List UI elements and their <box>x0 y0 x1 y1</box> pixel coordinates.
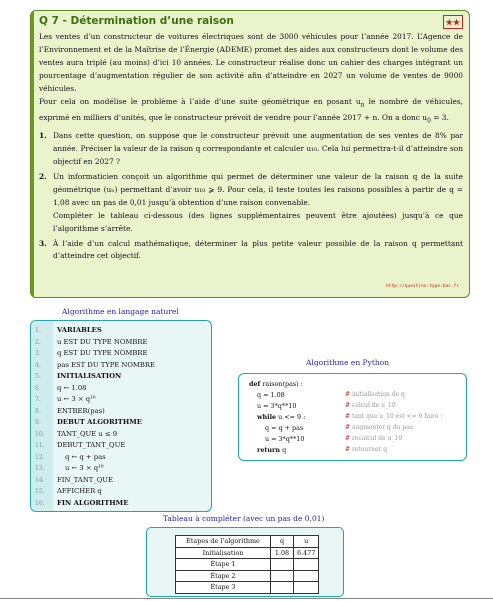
question-item-2 <box>39 171 463 210</box>
line-number: 4. <box>35 361 41 369</box>
table-cell: Initialisation <box>176 547 271 559</box>
line-text: TANT_QUE u ≤ 9 <box>57 429 118 438</box>
table-box <box>146 527 344 597</box>
line-text: u EST DU TYPE NOMBRE <box>57 337 148 346</box>
table-cell: Étape 1 <box>176 559 271 571</box>
line-number: 12. <box>35 453 45 461</box>
line-number: 5. <box>35 373 41 380</box>
table-cell[interactable]: 1.08 <box>271 547 294 559</box>
table-cell[interactable] <box>294 570 319 582</box>
question-body <box>39 31 463 263</box>
line-text: AFFICHER q <box>57 487 102 495</box>
table-header-row <box>176 536 319 548</box>
table-cell[interactable] <box>271 559 294 571</box>
line-text: FIN ALGORITHME <box>57 498 129 507</box>
python-code-line: q = q + pas <box>265 424 304 432</box>
question-item-3 <box>39 238 463 264</box>
line-number: 9. <box>35 419 41 426</box>
item-number: 3. <box>39 238 47 248</box>
table-cell[interactable] <box>271 582 294 594</box>
table-row <box>176 570 319 582</box>
model-sub-0: 0 <box>427 117 431 125</box>
item-text: Compléter le tableau ci-dessous (des lignes supplémentaires peuvent être ajoutées) jusqu’à ce que l’algorithme s’arrête. <box>53 210 463 233</box>
line-text: ENTRER(pas) <box>57 406 105 415</box>
table-row <box>176 582 319 594</box>
line-text: pas EST DU TYPE NOMBRE <box>57 360 155 369</box>
model-paragraph <box>39 96 463 129</box>
line-number: 16. <box>35 499 45 507</box>
line-text: DEBUT ALGORITHME <box>57 418 142 426</box>
python-code-line: u = 3*q**10 <box>265 435 305 443</box>
python-code-line: u = 3*q**10 <box>257 402 297 410</box>
table-title: Tableau à compléter (avec un pas de 0,01) <box>163 514 325 523</box>
page-bottom-rule <box>0 598 493 599</box>
line-text: DEBUT_TANT_QUE <box>57 441 126 449</box>
line-number: 11. <box>35 442 45 449</box>
table-cell: Étape 3 <box>176 582 271 594</box>
python-code-line: q = 1.08 <box>257 391 285 399</box>
item-text: Dans cette question, on suppose que le constructeur prévoit une augmentation de ses ventes de 8% par année. Préciser la valeur de la raison q correspondante et calculer u₁₀. Cela lui permettra-t-il d’atteindre son objectif en 2027 ? <box>53 131 463 167</box>
python-keyword: def <box>249 380 261 388</box>
source-url[interactable]: http://question-type-bac.fr <box>385 284 459 289</box>
table-cell[interactable] <box>294 582 319 594</box>
item-number: 2. <box>39 172 47 181</box>
table-row <box>176 547 319 559</box>
python-code-line: def raison(pas) : <box>249 380 303 388</box>
intro-paragraph: Les ventes d’un constructeur de voitures électriques sont de 3000 véhicules pour l’année 2017. L’Agence de l’Environnement et de la Maîtrise de l’Énergie (ADEME) promet des aides aux constructeurs dont le volume des ventes aura triplé (au moins) d’ici 10 années. Le constructeur réalise donc un cahier des charges intégrant un pourcentage d’augmentation régulier de son activité afin d’atteindre en 2027 un volume de ventes de 9000 véhicules. <box>39 32 463 93</box>
question-item-2b <box>39 210 463 236</box>
steps-table <box>175 535 319 594</box>
python-comment: # initialisation de q <box>345 391 405 398</box>
table-cell: Étape 2 <box>176 570 271 582</box>
algo-python-title: Algorithme en Python <box>306 358 390 367</box>
python-code-line: return q <box>257 446 287 454</box>
question-box <box>30 10 470 298</box>
algo-natural-title: Algorithme en langage naturel <box>62 307 179 316</box>
line-text: q EST DU TYPE NOMBRE <box>57 349 148 357</box>
python-code-line: while u <= 9 : <box>257 413 306 421</box>
model-text-3: = 3. <box>430 112 449 122</box>
line-text: FIN_TANT_QUE <box>57 475 113 484</box>
line-number: 14. <box>35 476 45 484</box>
line-text: u ← 3 × q¹⁰ <box>65 464 104 472</box>
table-cell[interactable]: 6.477 <box>294 547 319 559</box>
line-number: 1. <box>35 327 41 334</box>
line-number: 6. <box>35 384 41 392</box>
line-number: 3. <box>35 350 41 357</box>
line-number: 13. <box>35 465 45 472</box>
python-comment: # recalcul de u_10 <box>345 435 403 442</box>
python-comment: # augmenter q du pas <box>345 424 413 431</box>
model-text-2: le nombre de véhicules, exprimé en milliers d’unités, que le constructeur prévoit de vendre pour l’année 2017 + n. On a donc u <box>39 96 463 122</box>
line-text: VARIABLES <box>57 326 102 334</box>
line-number: 2. <box>35 338 41 346</box>
question-item-1 <box>39 130 463 169</box>
algo-python-box <box>238 373 467 461</box>
algo-natural-box <box>30 320 212 512</box>
table-row <box>176 559 319 571</box>
line-text: INITIALISATION <box>57 372 122 380</box>
item-text: Un informaticien conçoit un algorithme qui permet de déterminer une valeur de la raison q de la suite géométrique (uₙ) permettant d’avoir u₁₀ ⩾ 9. Pour cela, il teste toutes les raisons possibles à partir de q = 1,08 avec un pas de 0,01 jusqu’à obtention d’une raison convenable. <box>53 172 463 207</box>
header-steps: Étapes de l’algorithme <box>176 536 271 548</box>
item-text: À l’aide d’un calcul mathématique, déterminer la plus petite valeur possible de la raison q permettant d’atteindre cet objectif. <box>53 238 463 261</box>
python-comment: # calcul de u_10 <box>345 402 396 409</box>
item-number: 1. <box>39 131 47 141</box>
python-comment: # retourner q <box>345 446 388 453</box>
header-u: u <box>294 536 319 548</box>
line-number: 8. <box>35 407 41 415</box>
model-text-1: Pour cela on modélise le problème à l’aide d’une suite géométrique en posant u <box>39 96 361 106</box>
line-number: 15. <box>35 488 45 495</box>
line-text: q ← q + pas <box>65 452 106 461</box>
python-comment: # tant que u_10 est <= 9 faire : <box>345 413 443 420</box>
line-text: q ← 1.08 <box>57 383 87 392</box>
difficulty-stars: ★★ <box>443 15 463 29</box>
table-cell[interactable] <box>294 559 319 571</box>
question-accent-bar <box>31 11 34 297</box>
table-cell[interactable] <box>271 570 294 582</box>
python-keyword: return <box>257 446 281 454</box>
python-keyword: while <box>257 413 277 421</box>
header-q: q <box>271 536 294 548</box>
item-number <box>39 210 53 236</box>
line-text: u ← 3 × q¹⁰ <box>57 395 96 403</box>
model-sub-n: n <box>360 101 365 108</box>
line-number: 7. <box>35 396 41 403</box>
line-number: 10. <box>35 430 45 438</box>
question-title: Q 7 - Détermination d’une raison <box>39 15 234 27</box>
